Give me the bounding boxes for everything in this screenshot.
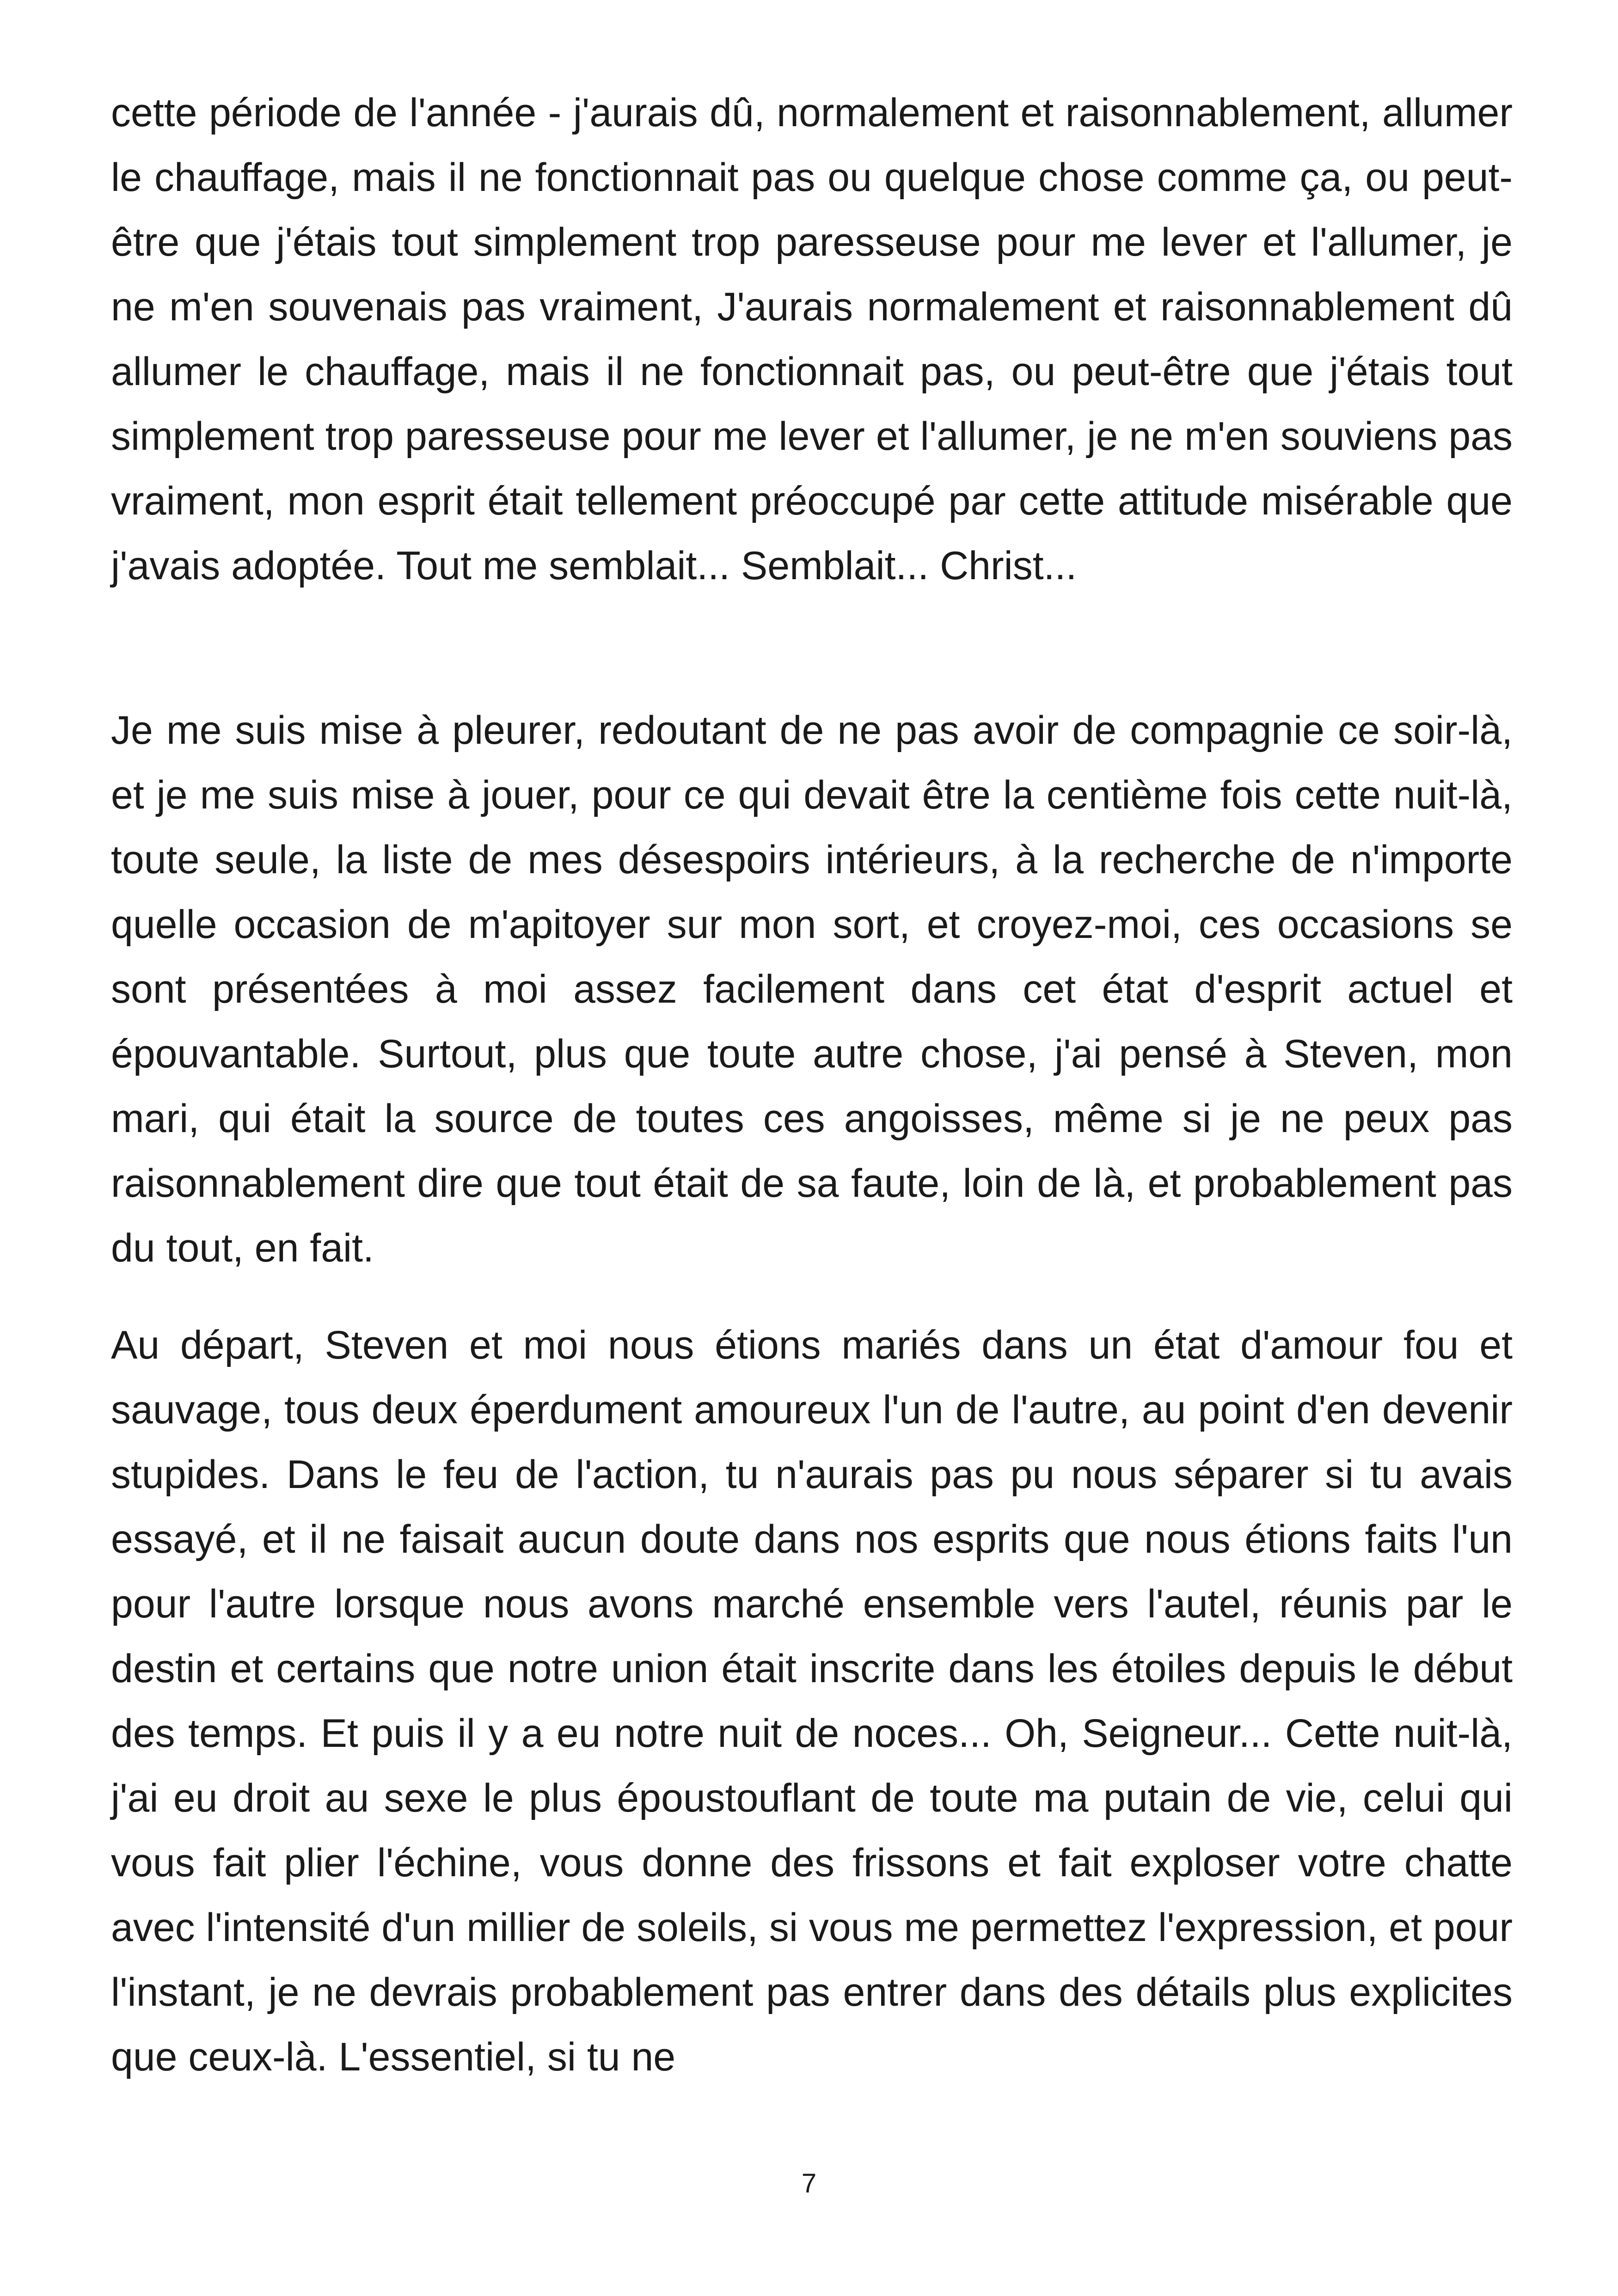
body-paragraph: Au départ, Steven et moi nous étions mariés dans un état d'amour fou et sauvage, tous deux éperdument amoureux l'un de l'autre, au point d'en devenir stupides. Dans le feu de l'action, tu n'aurais pas pu nous séparer si tu avais essayé, et il ne faisait aucun doute dans nos esprits que nous étions faits l'un pour l'autre lorsque nous avons marché ensemble vers l'autel, réunis par le destin et certains que notre union était inscrite dans les étoiles depuis le début des temps. Et puis il y a eu notre nuit de noces... Oh, Seigneur... Cette nuit-là, j'ai eu droit au sexe le plus époustouflant de toute ma putain de vie, celui qui vous fait plier l'échine, vous donne des frissons et fait exploser votre chatte avec l'intensité d'un millier de soleils, si vous me permettez l'expression, et pour l'instant, je ne devrais probablement pas entrer dans des détails plus explicites que ceux-là. L'essentiel, si tu ne [111,1323,1513,2079]
page-number: 7 [801,2168,817,2198]
body-paragraph: Je me suis mise à pleurer, redoutant de ne pas avoir de compagnie ce soir-là, et je me suis mise à jouer, pour ce qui devait être la centième fois cette nuit-là, toute seule, la liste de mes désespoirs intérieurs, à la recherche de n'importe quelle occasion de m'apitoyer sur mon sort, et croyez-moi, ces occasions se sont présentées à moi assez facilement dans cet état d'esprit actuel et épouvantable. Surtout, plus que toute autre chose, j'ai pensé à Steven, mon mari, qui était la source de toutes ces angoisses, même si je ne peux pas raisonnablement dire que tout était de sa faute, loin de là, et probablement pas du tout, en fait. [111,708,1513,1270]
document-page [111,0,1513,2296]
body-paragraph: cette période de l'année - j'aurais dû, normalement et raisonnablement, allumer le chauffage, mais il ne fonctionnait pas ou quelque chose comme ça, ou peut-être que j'étais tout simplement trop paresseuse pour me lever et l'allumer, je ne m'en souvenais pas vraiment, J'aurais normalement et raisonnablement dû allumer le chauffage, mais il ne fonctionnait pas, ou peut-être que j'étais tout simplement trop paresseuse pour me lever et l'allumer, je ne m'en souviens pas vraiment, mon esprit était tellement préoccupé par cette attitude misérable que j'avais adoptée. Tout me semblait... Semblait... Christ... [111,91,1513,588]
